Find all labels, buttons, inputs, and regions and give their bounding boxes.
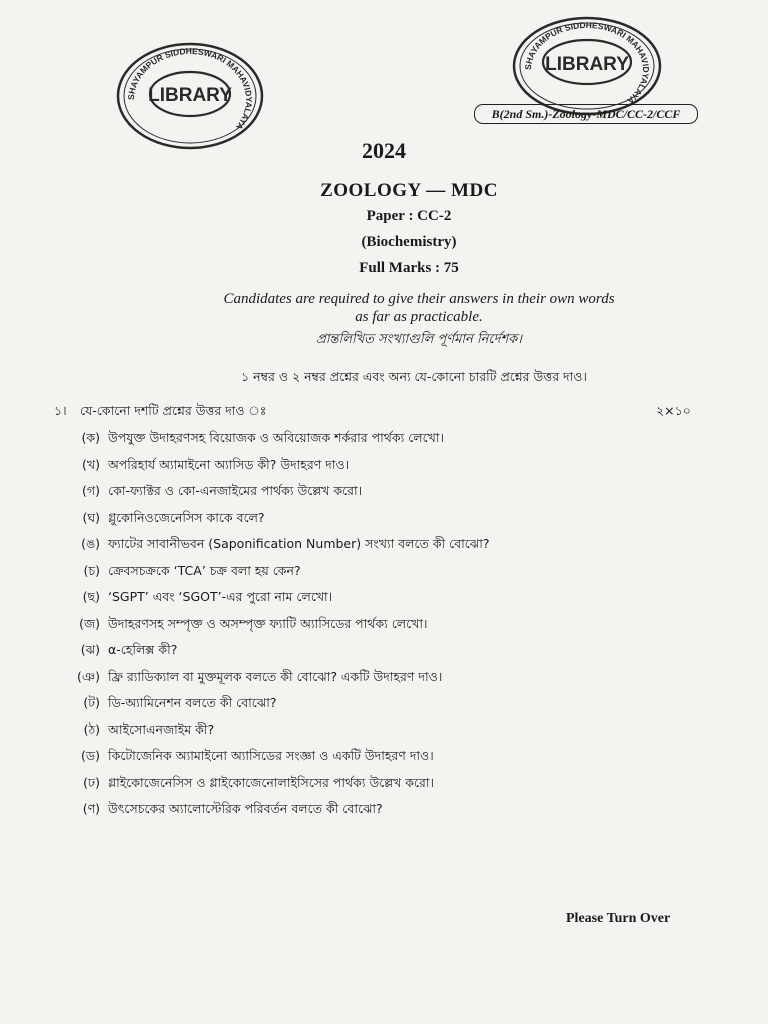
paper-subtitle: (Biochemistry) [361,234,457,250]
question-item [54,587,694,614]
item-label: (ঘ) [82,509,100,525]
item-label: (ঝ) [80,642,100,657]
item-text: α-হেলিক্স কী? [108,642,178,657]
question-item [54,428,694,455]
question-text: যে-কোনো দশটি প্রশ্নের উত্তর দাও ঃ [80,403,267,418]
item-text: উৎসেচকের অ্যালোস্টেরিক পরিবর্তন বলতে কী বোঝো? [108,801,383,816]
question-item [54,720,694,747]
question-item [54,455,694,482]
instruction-english [0,290,768,326]
question-number: ১। [54,403,67,418]
instruction-bengali: প্রান্তলিখিত সংখ্যাগুলি পূর্ণমান নির্দেশক। [316,332,522,347]
question-1-heading [54,403,266,423]
item-text: ‘SGPT’ এবং ‘SGOT’-এর পুরো নাম লেখো। [108,589,333,604]
instruction-line-1: Candidates are required to give their answers in their own words [223,291,615,307]
item-label: (ট) [83,695,100,710]
item-text: কো-ফ্যাক্টর ও কো-এনজাইমের পার্থক্য উল্লেখ করো। [108,483,363,498]
item-text: উদাহরণসহ সম্পৃক্ত ও অসম্পৃক্ত ফ্যাটি অ্যাসিডের পার্থক্য লেখো। [108,615,428,631]
item-text: ডি-অ্যামিনেশন বলতে কী বোঝো? [108,695,277,710]
question-item [54,746,694,773]
item-label: (ঢ) [83,774,100,790]
instruction-line-2: as far as practicable. [355,309,483,325]
library-stamp-left [112,38,268,150]
item-label: (ঙ) [81,536,100,551]
question-item [54,508,694,535]
item-text: আইসোএনজাইম কী? [108,721,215,737]
exam-year: 2024 [362,138,406,163]
question-item [54,481,694,508]
full-marks: Full Marks : 75 [359,260,459,276]
item-text: কিটোজেনিক অ্যামাইনো অ্যাসিডের সংজ্ঞা ও একটি উদাহরণ দাও। [108,748,434,763]
question-item [54,561,694,588]
item-text: ফ্যাটের সাবানীভবন (Saponification Number) সংখ্যা বলতে কী বোঝো? [108,536,490,551]
please-turn-over: Please Turn Over [566,911,671,926]
paper-code: B(2nd Sm.)-Zoology-MDC/CC-2/CCF [474,104,698,124]
item-label: (ছ) [82,589,100,604]
question-1-items [54,428,694,826]
item-label: (গ) [82,483,100,498]
library-stamp-right [508,14,666,118]
paper-number: Paper : CC-2 [366,208,452,224]
item-label: (জ) [79,615,100,631]
stamp-library-text: LIBRARY [545,54,629,75]
item-label: (ড) [81,748,100,763]
item-label: (ণ) [82,801,100,816]
item-text: গ্লুকোনিওজেনেসিস কাকে বলে? [108,509,265,525]
stamp-ring-text: SHAYAMPUR SIDDHESWARI MAHAVIDYALAYA [125,45,255,132]
item-text: ফ্রি র‍্যাডিক্যাল বা মুক্তমূলক বলতে কী বোঝো? একটি উদাহরণ দাও। [108,668,443,684]
item-label: (খ) [82,456,100,472]
stamp-library-text: LIBRARY [148,85,232,106]
item-label: (ঠ) [83,721,100,737]
item-label: (ঞ) [77,668,100,684]
subject-title: ZOOLOGY — MDC [320,180,498,201]
question-item [54,614,694,641]
question-item [54,534,694,561]
item-text: অপরিহার্য অ্যামাইনো অ্যাসিড কী? উদাহরণ দাও। [108,456,350,472]
item-label: (চ) [83,562,100,578]
question-marks: ২×১০ [656,403,691,418]
item-text: উপযুক্ত উদাহরণসহ বিয়োজক ও অবিয়োজক শর্করার পার্থক্য লেখো। [108,430,444,445]
question-item [54,640,694,667]
question-item [54,773,694,800]
answer-instruction: ১ নম্বর ও ২ নম্বর প্রশ্নের এবং অন্য যে-কোনো চারটি প্রশ্নের উত্তর দাও। [241,369,587,384]
item-label: (ক) [81,430,100,445]
item-text: ক্রেবসচক্রকে ‘TCA’ চক্র বলা হয় কেন? [108,562,301,578]
item-text: গ্লাইকোজেনেসিস ও গ্লাইকোজেনোলাইসিসের পার্থক্য উল্লেখ করো। [108,774,435,790]
question-item [54,799,694,826]
stamp-ring-text: SHAYAMPUR SIDDHESWARI MAHAVIDYALAYA [522,19,652,106]
question-item [54,667,694,694]
question-item [54,693,694,720]
